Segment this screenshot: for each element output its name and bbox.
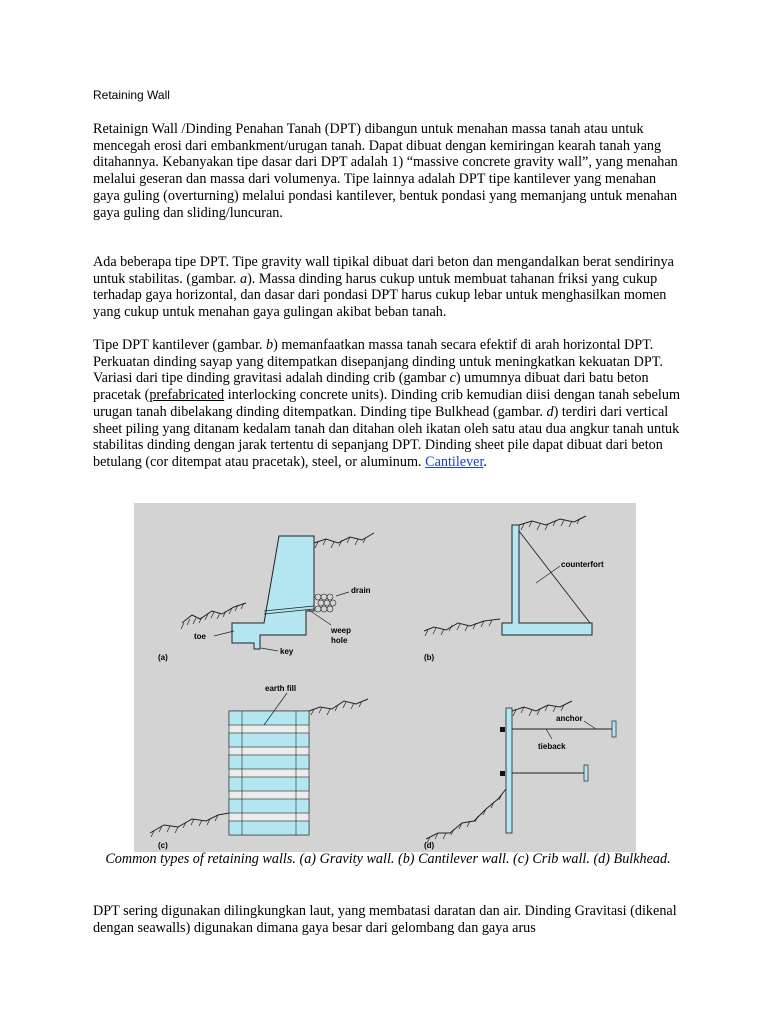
figure-ref-a: a: [239, 270, 248, 287]
anchor-plate-lower: [500, 771, 505, 776]
text-run: ) memanfaatkan massa tanah secara efektif di arah horizontal DPT. Perkuatan dinding sayap yang ditempatkan disepanjang dinding untuk meningkatkan kekuatan DPT. Variasi dari tipe dinding gravitasi adalah dinding crib (gambar: [93, 337, 663, 387]
label-counterfort: counterfort: [561, 560, 604, 569]
anchor-block-upper: [612, 721, 616, 737]
paragraph-intro: Retainign Wall /Dinding Penahan Tanah (DPT) dibangun untuk menahan massa tanah atau untuk mencegah erosi dari embankment/urugan tanah. Dapat dibuat dengan kemiringan kearah tanah yang ditahannya. Kebanyakan tipe dasar dari DPT adalah 1) “massive concrete gravity wall”, yang menahan melalui geseran dan massa dari volumenya. Tipe lainnya adalah DPT tipe kantilever yang menahan gaya guling (overturning) melalui pondasi kantilever, bentuk pondasi yang memanjang untuk menahan gaya guling dan sliding/luncuran.: [93, 121, 678, 221]
anchor-plate-upper: [500, 727, 505, 732]
figure-svg: [134, 503, 636, 852]
underlined-term: prefabricated: [149, 387, 225, 404]
paragraph-seawalls: DPT sering digunakan dilingkungkan laut, yang membatasi daratan dan air. Dinding Gravitasi (dikenal dengan seawalls) digunakan dimana gaya besar dari gelombang dan gaya arus: [93, 903, 677, 936]
label-earth-fill: earth fill: [265, 684, 297, 693]
figure-ref-d: d: [546, 403, 554, 420]
paragraph-gravity-wall: [93, 254, 683, 321]
panel-label-a: (a): [158, 653, 168, 662]
label-toe: toe: [194, 632, 206, 641]
label-drain: drain: [351, 586, 371, 595]
text-run: Ada beberapa tipe DPT. Tipe gravity wall tipikal dibuat dari beton dan mengandalkan berat sendirinya untuk stabilitas. (gambar.: [93, 254, 674, 287]
text-run: ) terdiri dari vertical sheet piling yang ditanam kedalam tanah dan ditahan oleh ikatan oleh satu atau dua angkur tanah untuk stabilitas dinding dengan jarak tertentu di sepanjang DPT. Dinding sheet pile dapat dibuat dari beton betulang (cor ditempat atau pracetak), steel, or aluminum.: [93, 403, 680, 470]
section-heading: Retaining Wall: [93, 88, 170, 102]
cantilever-link[interactable]: Cantilever: [425, 453, 484, 470]
label-weep: weep: [331, 626, 352, 635]
figure-ref-b: b: [266, 337, 274, 353]
sheet-pile: [506, 708, 512, 833]
crib-fill-area: [229, 711, 309, 835]
anchor-block-lower: [584, 765, 588, 781]
figure-caption: Common types of retaining walls. (a) Gravity wall. (b) Cantilever wall. (c) Crib wall. (d) Bulkhead.: [105, 851, 671, 867]
label-key: key: [280, 647, 294, 656]
text-run: ). Massa dinding harus cukup untuk membuat tahanan friksi yang cukup terhadap gaya horizontal, dan dasar dari pondasi DPT harus cukup lebar untuk menghasilkan momen yang cukup untuk menahan gaya gulingan akibat beban tanah.: [93, 270, 667, 321]
label-anchor: anchor: [556, 714, 583, 723]
text-run: interlocking concrete units). Dinding crib kemudian diisi dengan tanah sebelum urugan tanah dibelakang dinding ditempatkan. Dinding tipe Bulkhead (gambar.: [93, 387, 681, 420]
label-hole: hole: [331, 636, 348, 645]
figure-background: [134, 503, 636, 852]
panel-label-c: (c): [158, 841, 168, 850]
figure-ref-c: c: [449, 370, 456, 387]
panel-label-b: (b): [424, 653, 435, 662]
label-tieback: tieback: [538, 742, 566, 751]
panel-label-d: (d): [424, 841, 435, 850]
retaining-walls-figure: [134, 503, 636, 852]
text-run: ) umumnya dibuat dari batu beton pracetak (: [93, 370, 649, 404]
text-run: Tipe DPT kantilever (gambar.: [93, 337, 266, 353]
text-run: .: [483, 453, 487, 470]
paragraph-cantilever: [93, 337, 683, 471]
